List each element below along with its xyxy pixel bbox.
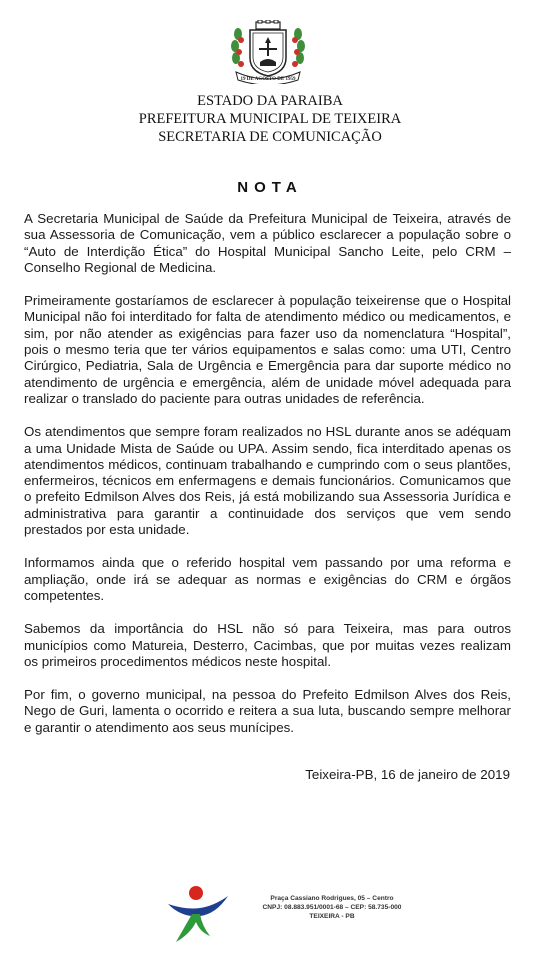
paragraph-6: Por fim, o governo municipal, na pessoa do Prefeito Edmilson Alves dos Reis, Nego de Guri, lamenta o ocorrido e reitera a sua luta, buscando sempre melhorar e garantir o atendimento aos seus munícipes. — [24, 687, 511, 735]
mural-crown-icon — [256, 20, 280, 29]
right-foliage-icon — [292, 28, 305, 67]
crest-ribbon-text: 19 DE AGOSTO DE 1959 — [240, 77, 296, 82]
header-state: ESTADO DA PARAIBA — [197, 93, 343, 109]
shield-icon — [250, 30, 286, 76]
header-prefecture: PREFEITURA MUNICIPAL DE TEIXEIRA — [138, 111, 402, 127]
document-title: NOTA — [237, 179, 303, 196]
header-secretariat: SECRETARIA DE COMUNICAÇÃO — [158, 129, 382, 145]
left-foliage-icon — [231, 28, 244, 67]
coat-of-arms-icon — [226, 20, 310, 84]
footer-address — [252, 894, 412, 921]
footer-city: TEIXEIRA - PB — [309, 913, 355, 920]
document-body — [24, 211, 511, 753]
document-date: Teixeira-PB, 16 de janeiro de 2019 — [305, 767, 510, 782]
paragraph-3: Os atendimentos que sempre foram realizados no HSL durante anos se adéquam a uma Unidade Mista de Saúde ou UPA. Assim sendo, fica interditado apenas os atendimentos médicos, continuam trabalhando e cumprindo com o seus plantões, enfermeiros, técnicos em enfermagens e demais funcionários. Comunicamos que o prefeito Edmilson Alves dos Reis, já está mobilizando sua Assessoria Jurídica e administrativa para garantir a continuidade dos serviços que vem sendo prestados por esta unidade. — [24, 424, 511, 538]
municipal-logo-icon — [166, 884, 230, 944]
paragraph-1: A Secretaria Municipal de Saúde da Prefeitura Municipal de Teixeira, através de sua Assessoria de Comunicação, vem a público esclarecer a população sobre o “Auto de Interdição Ética” do Hospital Municipal Sancho Leite, pelo CRM – Conselho Regional de Medicina. — [24, 211, 511, 275]
paragraph-2: Primeiramente gostaríamos de esclarecer à população teixeirense que o Hospital Municipal não foi interditado for falta de atendimento médico ou medicamentos, e sim, por não atender as exigências para fazer uso da nomenclatura “Hospital”, pois o mesmo teria que ter vários equipamentos e salas como: uma UTI, Centro Cirúrgico, Pediatria, Sala de Urgência e Emergência para dar suporte médico no atendimento de urgência e emergência, além de unidade móvel adequada para realizar o translado do paciente para outras unidades de referência. — [24, 293, 511, 406]
footer-street: Praça Cassiano Rodrigues, 05 – Centro — [270, 895, 394, 902]
paragraph-5: Sabemos da importância do HSL não só para Teixeira, mas para outros municípios como Matureia, Desterro, Cacimbas, que por muitas vezes realizam os primeiros procedimentos médicos neste hospital. — [24, 621, 511, 669]
letterhead — [0, 92, 540, 146]
footer-cnpj-cep: CNPJ: 08.883.951/0001-68 – CEP: 58.735-000 — [262, 904, 402, 911]
paragraph-4: Informamos ainda que o referido hospital vem passando por uma reforma e ampliação, onde irá se adequar as normas e exigências do CRM e órgãos competentes. — [24, 555, 511, 603]
